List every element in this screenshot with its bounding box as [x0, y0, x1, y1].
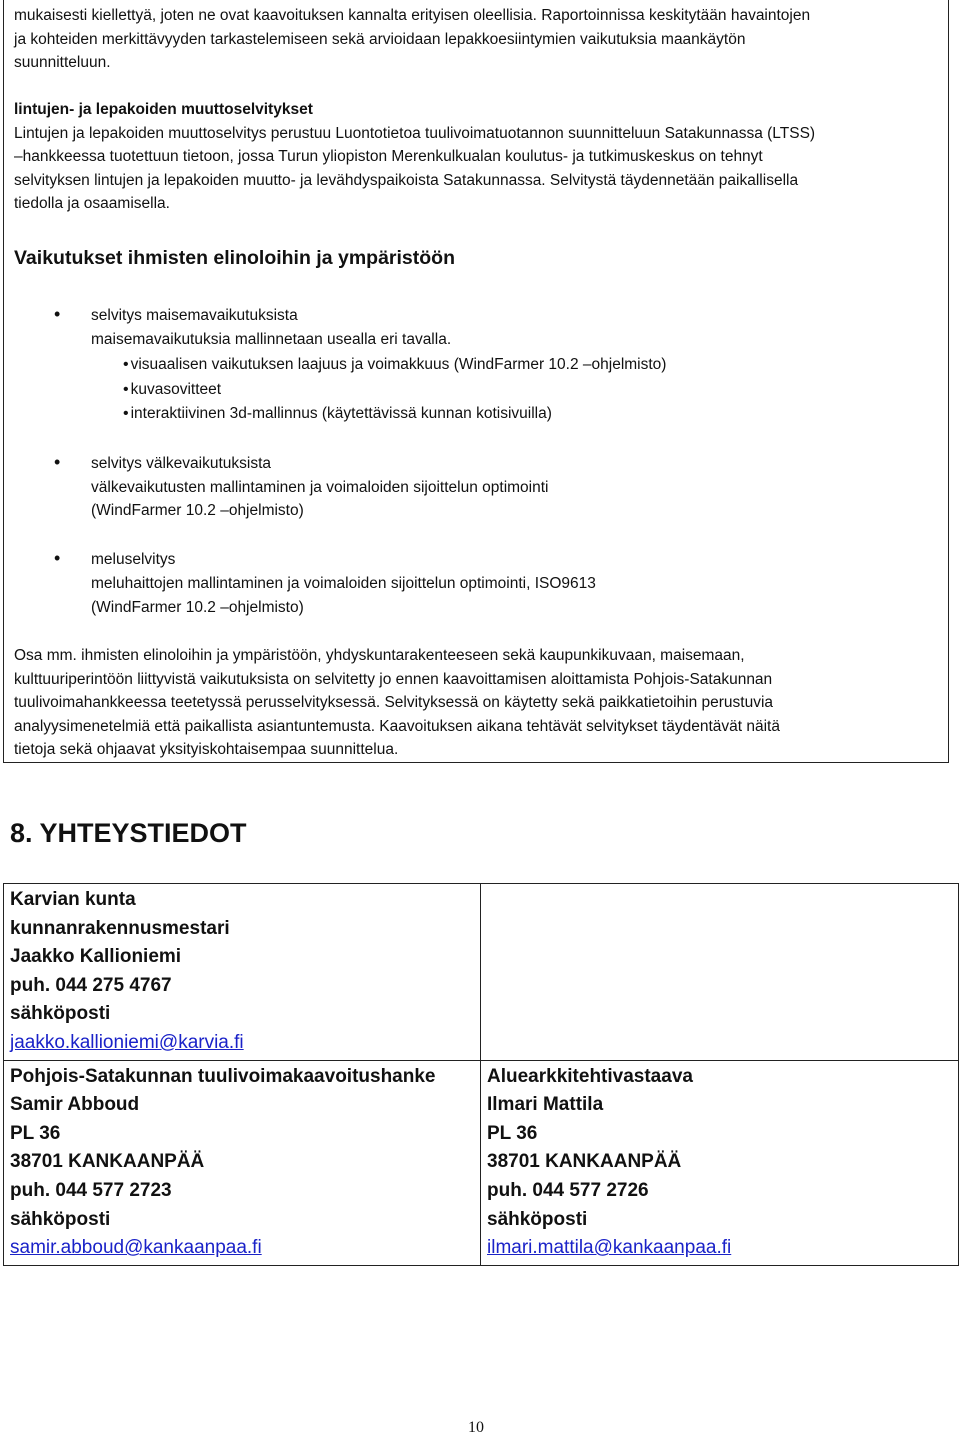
landscape-subitem: • kuvasovitteet	[123, 381, 222, 398]
contact-role: Aluearkkitehtivastaava	[487, 1065, 693, 1087]
flicker-title: selvitys välkevaikutuksista	[91, 455, 272, 472]
closing-line-2: kulttuuriperintöön liittyvistä vaikutuksista on selvitetty jo ennen kaavoittamisen aloittamista Pohjois-Satakunnan	[14, 670, 773, 688]
closing-line-4: analyysimenetelmiä että paikallista asiantuntemusta. Kaavoituksen aikana tehtävät selvitykset täydentävät näitä	[14, 717, 780, 735]
contact-org: Karvian kunta	[10, 889, 136, 910]
contact-email-link[interactable]: ilmari.mattila@kankaanpaa.fi	[487, 1237, 732, 1259]
migration-heading: lintujen- ja lepakoiden muuttoselvitykset	[14, 101, 313, 118]
bullet-icon: •	[54, 452, 61, 472]
intro-line-2: ja kohteiden merkittävyyden tarkastelemiseen sekä arvioidaan lepakkoesiintymien vaikutuksia maankäytön	[14, 30, 746, 48]
contact-email-link[interactable]: jaakko.kallioniemi@karvia.fi	[10, 1031, 244, 1053]
contact-email-label: sähköposti	[10, 1208, 111, 1230]
contact-email-link[interactable]: samir.abboud@kankaanpaa.fi	[10, 1237, 262, 1259]
contact-email-label: sähköposti	[10, 1003, 111, 1025]
contact-name: Jaakko Kallioniemi	[10, 946, 182, 968]
page-number: 10	[468, 1419, 484, 1436]
contact-city: 38701 KANKAANPÄÄ	[487, 1151, 682, 1173]
noise-desc-2: (WindFarmer 10.2 –ohjelmisto)	[91, 599, 304, 616]
bullet-icon: •	[123, 356, 129, 373]
contact-po-box: PL 36	[487, 1122, 538, 1144]
migration-line-2: –hankkeessa tuotettuun tietoon, jossa Turun yliopiston Merenkulkualan koulutus- ja tutkimuskeskus on tehnyt	[14, 148, 763, 165]
landscape-subitem: • interaktiivinen 3d-mallinnus (käytettävissä kunnan kotisivuilla)	[123, 405, 552, 422]
migration-line-3: selvityksen lintujen ja lepakoiden muutto- ja levähdyspaikoista Satakunnassa. Selvitystä täydennetään paikallisella	[14, 171, 799, 189]
contact-po-box: PL 36	[10, 1122, 61, 1144]
closing-line-3: tuulivoimahankkeessa teetetyssä perusselvityksessä. Selvityksessä on käytetty sekä paikkatietoihin perustuvia	[14, 694, 774, 711]
migration-line-4: tiedolla ja osaamisella.	[14, 195, 170, 212]
intro-line-3: suunnitteluun.	[14, 54, 111, 71]
landscape-desc: maisemavaikutuksia mallinnetaan usealla eri tavalla.	[91, 331, 452, 348]
contact-phone: puh. 044 577 2723	[10, 1179, 172, 1201]
contact-name: Samir Abboud	[10, 1094, 140, 1116]
landscape-title: selvitys maisemavaikutuksista	[91, 307, 298, 324]
noise-desc: meluhaittojen mallintaminen ja voimaloiden sijoittelun optimointi, ISO9613	[91, 575, 596, 592]
contact-phone: puh. 044 577 2726	[487, 1179, 649, 1201]
closing-line-5: tietoja sekä ohjaavat yksityiskohtaisempaa suunnittelua.	[14, 741, 399, 758]
contact-phone: puh. 044 275 4767	[10, 974, 172, 996]
contact-karvia	[4, 884, 481, 1061]
contact-org: Pohjois-Satakunnan tuulivoimakaavoitushanke	[10, 1065, 436, 1087]
flicker-desc-2: (WindFarmer 10.2 –ohjelmisto)	[91, 502, 304, 519]
contact-architect	[481, 1060, 959, 1265]
flicker-desc: välkevaikutusten mallintaminen ja voimaloiden sijoittelun optimointi	[91, 479, 549, 496]
bullet-icon: •	[54, 304, 61, 324]
contacts-table	[3, 883, 959, 1266]
contact-name: Ilmari Mattila	[487, 1094, 604, 1116]
impacts-heading: Vaikutukset ihmisten elinoloihin ja ympäristöön	[14, 247, 456, 269]
contact-city: 38701 KANKAANPÄÄ	[10, 1151, 205, 1173]
section-title: 8. YHTEYSTIEDOT	[10, 818, 247, 848]
closing-line-1: Osa mm. ihmisten elinoloihin ja ympäristöön, yhdyskuntarakenteeseen sekä kaupunkikuvaan, maisemaan,	[14, 647, 745, 664]
migration-line-1: Lintujen ja lepakoiden muuttoselvitys perustuu Luontotietoa tuulivoimatuotannon suunnitteluun Satakunnassa (LTSS)	[14, 124, 816, 142]
bullet-icon: •	[54, 548, 61, 568]
noise-title: meluselvitys	[91, 551, 176, 568]
impact-assessment-box	[3, 0, 949, 763]
contact-role: kunnanrakennusmestari	[10, 917, 230, 939]
contact-email-label: sähköposti	[487, 1208, 588, 1230]
empty-cell	[481, 884, 959, 1061]
intro-line-1: mukaisesti kiellettyä, joten ne ovat kaavoituksen kannalta erityisen oleellisia. Raportoinnissa keskitytään havaintojen	[14, 7, 811, 24]
contact-project	[4, 1060, 481, 1265]
bullet-icon: •	[123, 381, 129, 398]
landscape-subitem: • visuaalisen vaikutuksen laajuus ja voimakkuus (WindFarmer 10.2 –ohjelmisto)	[123, 356, 667, 373]
bullet-icon: •	[123, 405, 129, 422]
